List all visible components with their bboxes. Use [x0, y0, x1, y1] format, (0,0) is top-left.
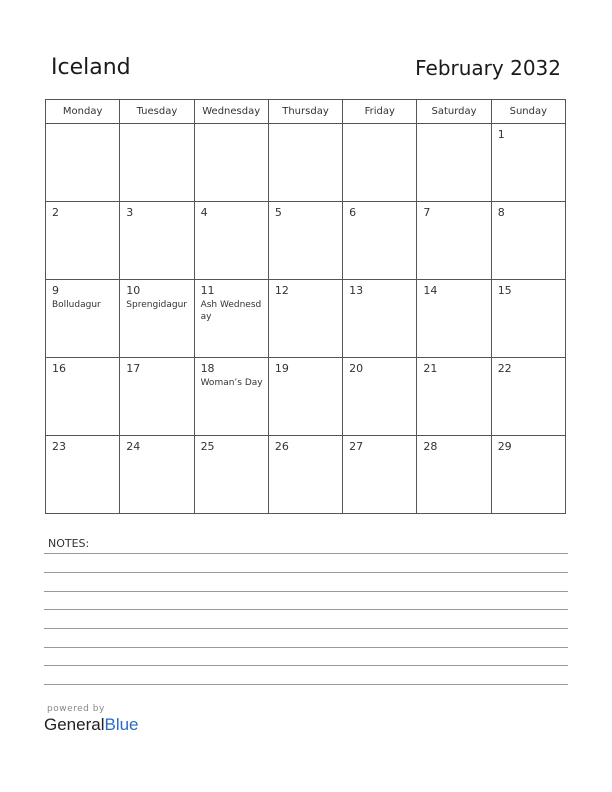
holiday-label: Sprengidagur — [126, 300, 188, 310]
day-cell — [491, 280, 565, 358]
day-cell — [46, 280, 120, 358]
day-number: 19 — [274, 362, 289, 375]
day-cell — [194, 280, 268, 358]
day-cell — [417, 202, 491, 280]
day-cell — [268, 436, 342, 514]
weekday-header: Saturday — [417, 100, 491, 124]
day-number: 5 — [274, 206, 282, 219]
day-cell — [46, 124, 120, 202]
day-cell — [417, 124, 491, 202]
day-number: 13 — [349, 284, 364, 297]
day-cell — [120, 358, 194, 436]
holiday-label: Ash Wednesday — [200, 300, 262, 322]
note-line — [44, 665, 568, 666]
day-cell — [491, 436, 565, 514]
day-number: 4 — [200, 206, 208, 219]
day-cell — [343, 358, 417, 436]
day-number: 6 — [349, 206, 357, 219]
day-number: 7 — [423, 206, 431, 219]
day-cell — [194, 358, 268, 436]
day-number: 26 — [274, 440, 289, 453]
generalblue-logo — [44, 704, 139, 735]
weekday-header: Tuesday — [120, 100, 194, 124]
day-cell — [343, 280, 417, 358]
day-number: 21 — [423, 362, 438, 375]
week-row — [46, 436, 566, 514]
day-cell — [46, 436, 120, 514]
day-cell — [491, 124, 565, 202]
day-cell — [491, 202, 565, 280]
day-number: 8 — [497, 206, 505, 219]
weekday-header: Friday — [343, 100, 417, 124]
day-cell — [120, 202, 194, 280]
weekday-header: Wednesday — [194, 100, 268, 124]
note-line — [44, 647, 568, 648]
day-number: 25 — [200, 440, 215, 453]
day-cell — [46, 202, 120, 280]
day-cell — [120, 436, 194, 514]
note-line — [44, 628, 568, 629]
day-number: 23 — [52, 440, 66, 453]
day-cell — [343, 124, 417, 202]
day-number: 29 — [497, 440, 512, 453]
day-number: 9 — [52, 284, 59, 297]
day-cell — [268, 124, 342, 202]
day-number: 3 — [126, 206, 134, 219]
day-number: 14 — [423, 284, 438, 297]
country-title: Iceland — [51, 55, 131, 80]
day-number: 22 — [497, 362, 512, 375]
holiday-label: Bolludagur — [52, 300, 101, 310]
day-cell — [194, 124, 268, 202]
brand-name — [44, 715, 139, 735]
note-line — [44, 553, 568, 554]
day-number: 2 — [52, 206, 59, 219]
day-number: 27 — [349, 440, 364, 453]
note-line — [44, 684, 568, 685]
day-number: 10 — [126, 284, 141, 297]
brand-blue: Blue — [104, 715, 139, 734]
notes-label: NOTES: — [48, 537, 90, 550]
day-number: 17 — [126, 362, 141, 375]
day-cell — [491, 358, 565, 436]
note-line — [44, 591, 568, 592]
week-row — [46, 358, 566, 436]
day-number: 18 — [200, 362, 215, 375]
day-number: 16 — [52, 362, 66, 375]
day-number: 28 — [423, 440, 438, 453]
day-cell — [343, 202, 417, 280]
day-number: 24 — [126, 440, 141, 453]
day-number: 20 — [349, 362, 364, 375]
note-line — [44, 572, 568, 573]
day-number: 11 — [200, 284, 215, 297]
day-cell — [417, 280, 491, 358]
day-cell — [417, 436, 491, 514]
powered-by-text: powered by — [47, 704, 105, 714]
day-cell — [268, 358, 342, 436]
weekday-header: Monday — [46, 100, 120, 124]
day-number: 1 — [497, 128, 505, 141]
week-row — [46, 124, 566, 202]
day-cell — [268, 280, 342, 358]
calendar-grid — [45, 99, 566, 514]
month-title: February 2032 — [415, 56, 561, 80]
day-cell — [343, 436, 417, 514]
day-cell — [417, 358, 491, 436]
day-cell — [268, 202, 342, 280]
day-cell — [194, 436, 268, 514]
weekday-header-row — [46, 100, 566, 124]
day-cell — [194, 202, 268, 280]
day-cell — [120, 124, 194, 202]
holiday-label: Woman’s Day — [200, 378, 263, 388]
day-number: 12 — [274, 284, 289, 297]
brand-general: General — [44, 715, 105, 734]
day-cell — [120, 280, 194, 358]
day-number: 15 — [497, 284, 512, 297]
weekday-header: Sunday — [491, 100, 565, 124]
weekday-header: Thursday — [268, 100, 342, 124]
week-row — [46, 202, 566, 280]
week-row — [46, 280, 566, 358]
day-cell — [46, 358, 120, 436]
note-line — [44, 609, 568, 610]
